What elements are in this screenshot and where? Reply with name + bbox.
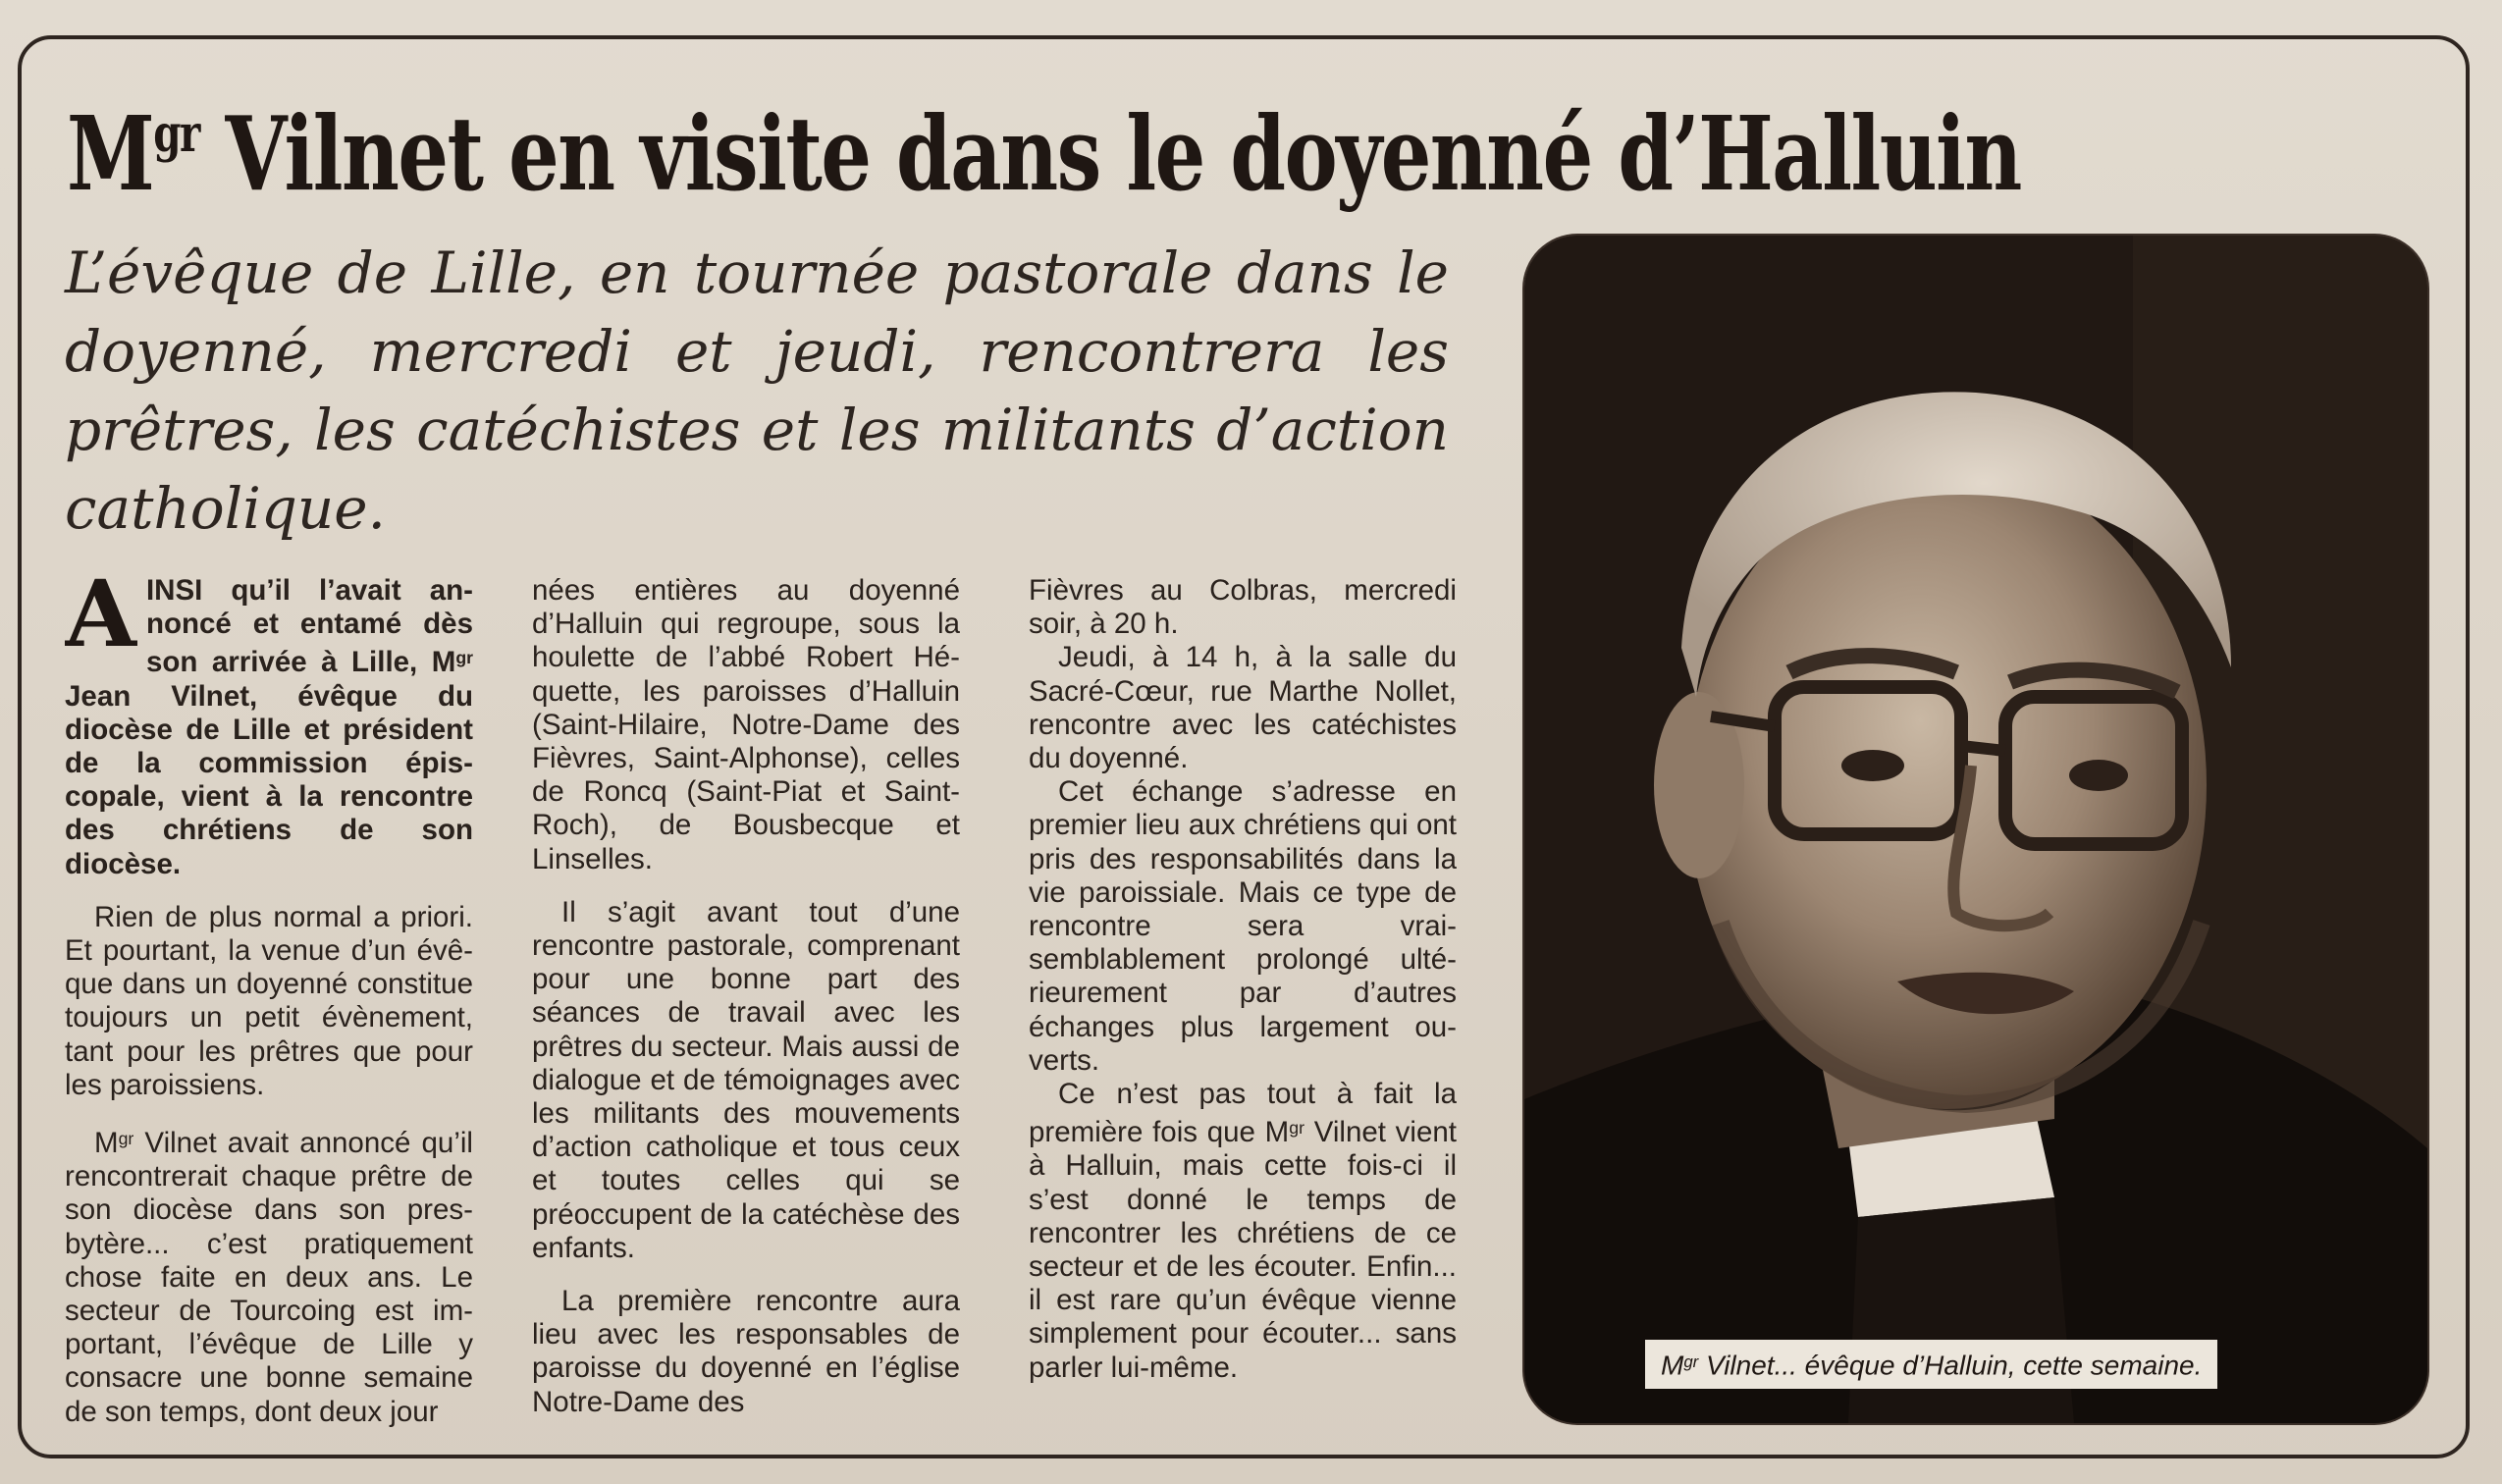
col3-p4-text-1: Ce n’est pas tout à fait la première fois que M [1029, 1078, 1457, 1149]
col1-paragraph-2: Rien de plus normal a priori. Et pourtant, la venue d’un évêque dans un doyenné constitue toujours un petit évènement, tant pour les prêtres que pour les paroissiens. [65, 900, 473, 1101]
col3-p4-sup: gr [1289, 1118, 1304, 1139]
headline-prefix-sup: gr [153, 104, 199, 164]
portrait-photo [1524, 236, 2427, 1423]
col1-p3-text: Vilnet avait annoncé qu’il rencontrerait chaque prêtre de son diocèse dans son presbytère... c’est pratiquement chose faite en deux ans. Le secteur de Tourcoing est important, l’évêque de Lille y consacre une bonne semaine de son temps, dont deux jour [65, 1126, 473, 1428]
portrait-illustration [1524, 236, 2427, 1423]
caption-text: Vilnet... évêque d’Halluin, cette semaine. [1698, 1350, 2203, 1381]
lead-paragraph [65, 574, 473, 881]
text-column-2 [532, 574, 960, 1438]
col3-paragraph-4 [1029, 1078, 1457, 1385]
drop-cap: A [65, 574, 136, 668]
col2-paragraph-3: La première rencontre aura lieu avec les responsables de paroisse du doyenné en l’église Notre-Dame des [532, 1285, 960, 1418]
col1-p3-prefix: M [94, 1126, 119, 1159]
col1-p3-sup: gr [118, 1129, 134, 1148]
caption-sup: gr [1683, 1352, 1699, 1371]
text-column-3 [1029, 574, 1457, 1438]
col3-paragraph-2: Jeudi, à 14 h, à la salle du Sacré-Cœur, rue Marthe Nollet, rencontre avec les catéchistes du doyenné. [1029, 641, 1457, 775]
col2-paragraph-1: nées entières au doyenné d’Halluin qui regroupe, sous la houlette de l’abbé Robert Héquette, les paroisses d’Halluin (Saint-Hilaire, Notre-Dame des Fièvres, Saint-Alphonse), celles de Roncq (Saint-Piat et Saint-Roch), de Bousbecque et Linselles. [532, 574, 960, 875]
article-deck: L’évêque de Lille, en tournée pastorale dans le doyenné, mercredi et jeudi, rencontrera les prêtres, les catéchistes et les militants d’action catholique. [65, 239, 1449, 542]
headline [67, 61, 2021, 214]
lead-sup: gr [455, 648, 473, 668]
lead-text-2: Jean Vilnet, évêque du diocèse de Lille et président de la commission épiscopale, vient à la rencontre des chrétiens de son diocèse. [65, 679, 473, 880]
col2-paragraph-2: Il s’agit avant tout d’une rencontre pastorale, comprenant pour une bonne part des séances de travail avec les prêtres du secteur. Mais aussi de dialogue et de témoignages avec les militants des mouvements d’action catholique et tous ceux et toutes celles qui se préoccupent de la catéchèse des enfants. [532, 895, 960, 1264]
photo-caption [1645, 1340, 2217, 1389]
headline-prefix: M [67, 93, 154, 214]
col1-paragraph-3 [65, 1122, 473, 1429]
col3-paragraph-3: Cet échange s’adresse en premier lieu aux chrétiens qui ont pris des responsabilités dans la vie paroissiale. Mais ce type de rencontre sera vraisemblablement prolongé ultérieurement par d’autres échanges plus largement ouverts. [1029, 775, 1457, 1077]
caption-prefix: M [1661, 1350, 1684, 1381]
headline-text: Vilnet en visite dans le doyenné d’Halluin [198, 93, 2021, 214]
lead-text-1: INSI qu’il l’avait annoncé et entamé dès son arrivée à Lille, M [145, 574, 473, 679]
col3-paragraph-1: Fièvres au Colbras, mercredi soir, à 20 h. [1029, 574, 1457, 641]
col3-p4-text-2: Vilnet vient à Halluin, mais cette fois-ci il s’est donné le temps de rencontrer les chrétiens de ce secteur et de les écouter. Enfin... il est rare qu’un évêque vienne simplement pour écouter... sans parler lui-même. [1029, 1116, 1457, 1384]
text-column-1 [65, 574, 473, 1438]
